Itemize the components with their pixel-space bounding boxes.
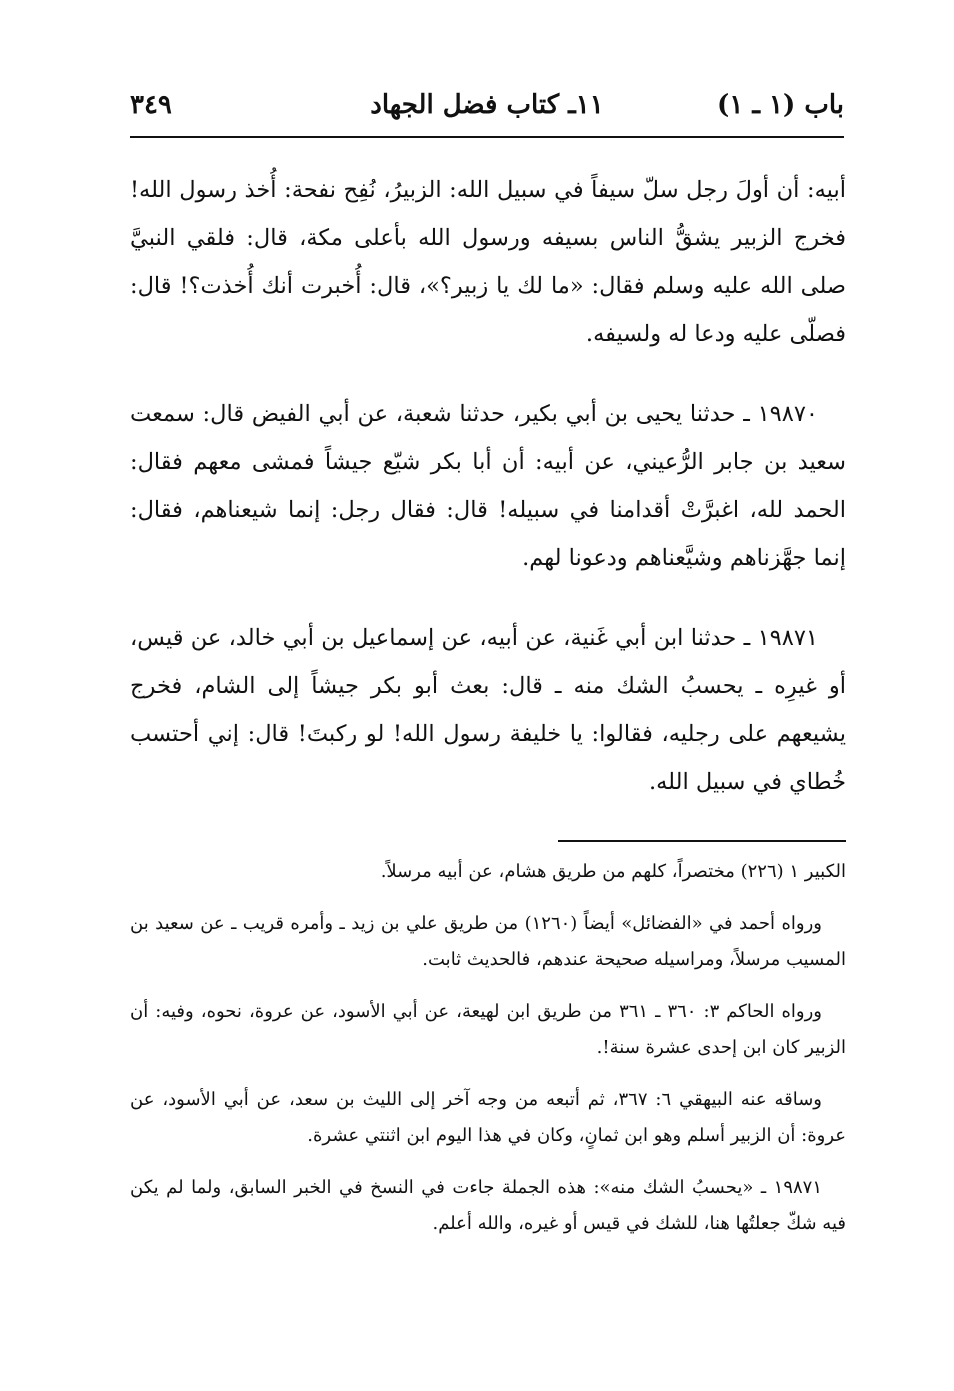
footnote-divider: [558, 840, 846, 842]
footnote-continuation: الكبير ١ (٢٢٦) مختصراً، كلهم من طريق هشام، عن أبيه مرسلاً.: [380, 861, 846, 882]
footnote-bayhaqi: وساقه عنه البيهقي ٦: ٣٦٧، ثم أتبعه من وجه آخر إلى الليث بن سعد، عن أبي الأسود، عن عروة: أن الزبير أسلم وهو ابن ثمانٍ، وكان في هذا اليوم ابن اثنتي عشرة.: [130, 1089, 846, 1146]
book-title: ١١ـ كتاب فضل الجهاد: [370, 90, 604, 120]
footnote-ahmad: ورواه أحمد في «الفضائل» أيضاً (١٢٦٠) من طريق علي بن زيد ـ وأمره قريب ـ عن سعيد بن المسيب مرسلاً، ومراسيله صحيحة عندهم، فالحديث ثابت.: [130, 913, 846, 970]
hadith-19870: ١٩٨٧٠ ـ حدثنا يحيى بن أبي بكير، حدثنا شعبة، عن أبي الفيض قال: سمعت سعيد بن جابر الرُّعيني، عن أبيه: أن أبا بكر شيّع جيشاً فمشى معهم فقال: الحمد لله، اغبرَّتْ أقدامنا في سبيله! قال: فقال رجل: إنما شيعناهم، فقال: إنما جهَّزناهم وشيَّعناهم ودعونا لهم.: [130, 401, 846, 571]
paragraph-continuation: أبيه: أن أولَ رجل سلّ سيفاً في سبيل الله: الزبيرُ، نُفِح نفحة: أُخذ رسول الله! فخرج الزبير يشقُّ الناس بسيفه ورسول الله بأعلى مكة، قال: فلقي النبيَّ صلى الله عليه وسلم فقال: «ما لك يا زبير؟»، قال: أُخبرت أنك أُخذت؟! قال: فصلّى عليه ودعا له ولسيفه.: [130, 177, 846, 347]
running-header: [130, 84, 844, 128]
footnote-hakim: ورواه الحاكم ٣: ٣٦٠ ـ ٣٦١ من طريق ابن لهيعة، عن أبي الأسود، عن عروة، نحوه، وفيه: أن الزبير كان ابن إحدى عشرة سنة!.: [130, 1001, 846, 1058]
header-divider: [130, 136, 844, 138]
footnote-19871: ١٩٨٧١ ـ «يحسبُ الشك منه»: هذه الجملة جاءت في النسخ في الخبر السابق، ولما لم يكن فيه شكّ جعلتُها هنا، للشك في قيس أو غيره، والله أعلم.: [130, 1177, 846, 1234]
page-number: ٣٤٩: [130, 90, 172, 120]
main-text: [130, 166, 846, 838]
chapter-reference: باب (١ ـ ١): [717, 90, 844, 120]
hadith-19871: ١٩٨٧١ ـ حدثنا ابن أبي غَنية، عن أبيه، عن إسماعيل بن أبي خالد، عن قيس، أو غيرِه ـ يحسبُ الشك منه ـ قال: بعث أبو بكر جيشاً إلى الشام، فخرج يشيعهم على رجليه، فقالوا: يا خليفة رسول الله! لو ركبتَ! قال: إني أحتسب خُطاي في سبيل الله.: [130, 625, 846, 795]
footnotes: [130, 854, 846, 1258]
